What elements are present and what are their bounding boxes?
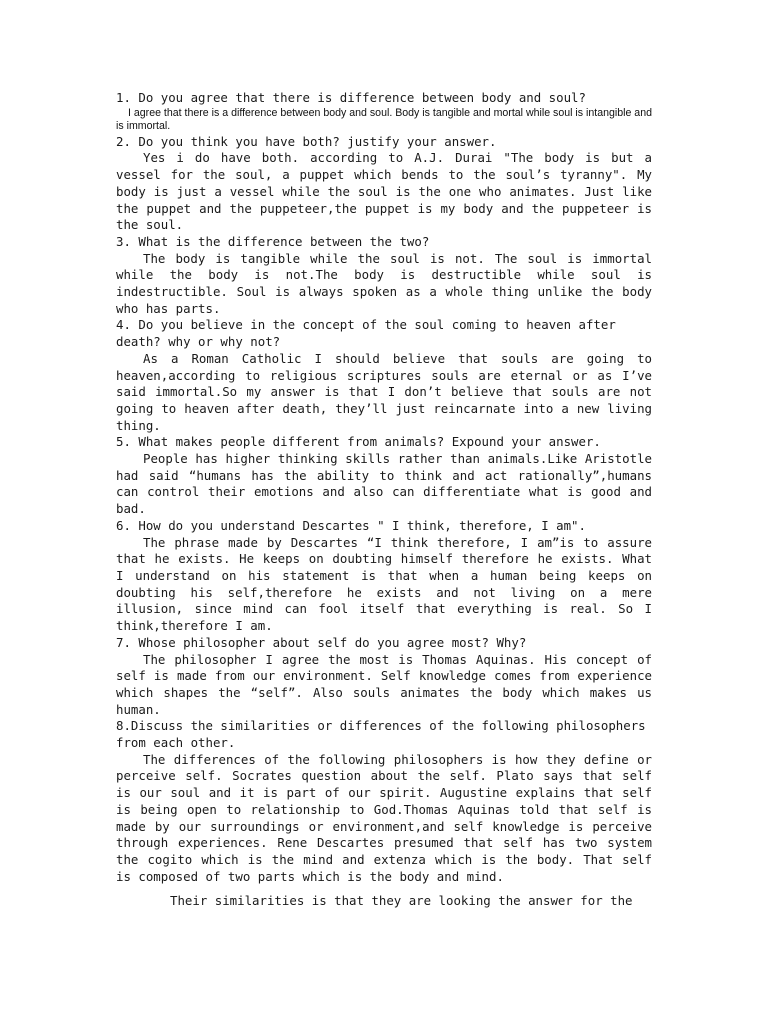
answer-2: Yes i do have both. according to A.J. Durai "The body is but a vessel for the soul, a puppet which bends to the soul’s tyranny". My body is just a vessel while the soul is the one who animates. Just like the puppet and the puppeteer,the puppet is my body and the puppeteer is the soul. [116,150,652,233]
document-page [116,90,652,910]
answer-8: The differences of the following philosophers is how they define or perceive self. Socrates question about the self. Plato says that self is our soul and it is part of our spirit. Augustine explains that self is being open to relationship to God.Thomas Aquinas told that self is made by our surroundings or environment,and self knowledge is perceive through experiences. Rene Descartes presumed that self has two system the cogito which is the mind and extenza which is the body. That self is composed of two parts which is the body and mind. [116,751,652,884]
question-8: 8.Discuss the similarities or differences of the following philosophers from each other. [116,718,646,751]
question-2: 2. Do you think you have both? justify your answer. [116,133,497,149]
answer-6: The phrase made by Descartes “I think therefore, I am”is to assure that he exists. He keeps on doubting himself therefore he exists. What I understand on his statement is that when a human being keeps on doubting his self,therefore he exists and not living on a mere illusion, since mind can fool itself that everything is real. So I think,therefore I am. [116,534,652,634]
question-5: 5. What makes people different from animals? Expound your answer. [116,434,601,450]
question-7: 7. Whose philosopher about self do you agree most? Why? [116,634,527,650]
paragraph-gap [116,885,652,893]
answer-3: The body is tangible while the soul is not. The soul is immortal while the body is not.The body is destructible while soul is indestructible. Soul is always spoken as a whole thing unlike the body who has parts. [116,250,652,316]
answer-1: I agree that there is a difference between body and soul. Body is tangible and mortal while soul is intangible and is immortal. [116,106,652,133]
answer-4: As a Roman Catholic I should believe that souls are going to heaven,according to religious scriptures souls are eternal or as I’ve said immortal.So my answer is that I don’t believe that souls are not going to heaven after death, they’ll just reincarnate into a new living thing. [116,350,652,433]
question-4: 4. Do you believe in the concept of the soul coming to heaven after death? why or why not? [116,317,616,350]
final-paragraph: Their similarities is that they are looking the answer for the [170,893,633,909]
question-1: 1. Do you agree that there is difference between body and soul? [116,90,586,105]
question-3: 3. What is the difference between the two? [116,233,430,249]
answer-7: The philosopher I agree the most is Thomas Aquinas. His concept of self is made from our environment. Self knowledge comes from experience which shapes the “self”. Also souls animates the body which makes us human. [116,651,652,717]
answer-5: People has higher thinking skills rather than animals.Like Aristotle had said “humans has the ability to think and act rationally”,humans can control their emotions and also can differentiate what is good and bad. [116,451,652,517]
question-6: 6. How do you understand Descartes " I think, therefore, I am". [116,517,586,533]
